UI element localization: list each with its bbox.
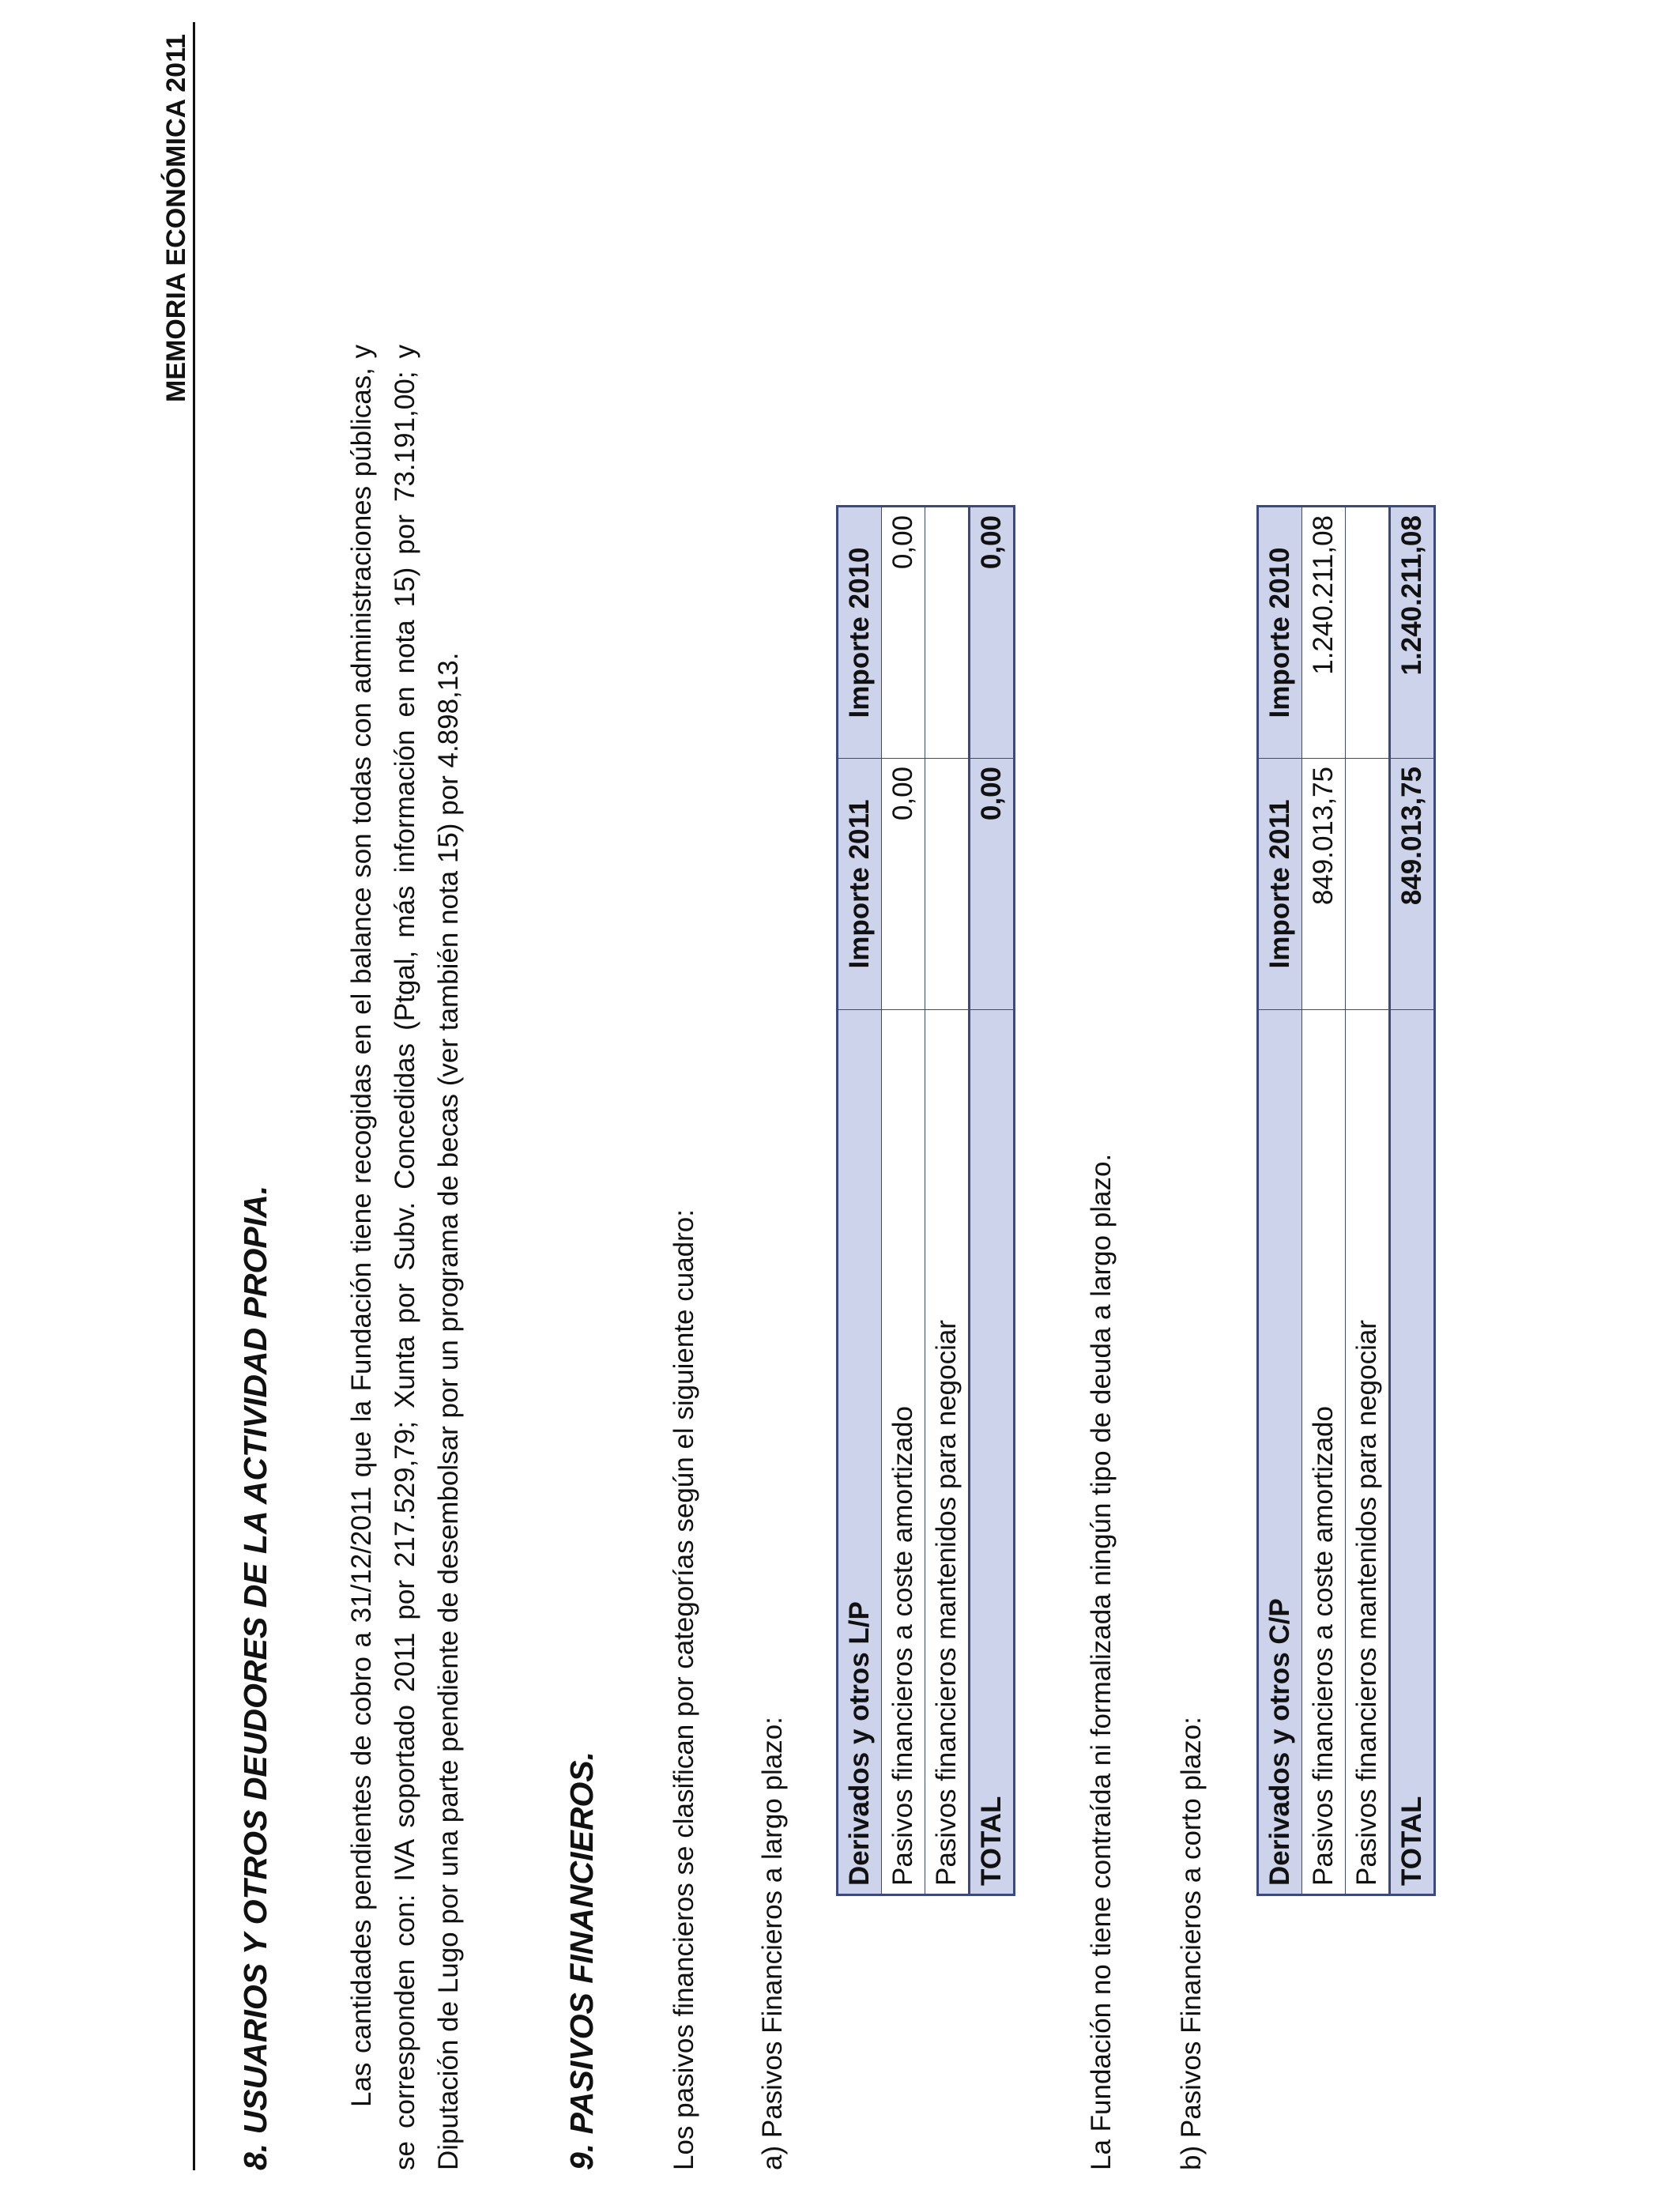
table-row [1302, 507, 1346, 1895]
cell-value: 0,00 [882, 507, 925, 759]
table-row [1346, 507, 1390, 1895]
table-header-row [838, 507, 882, 1895]
cell-value [925, 507, 970, 759]
section-9-heading: 9. PASIVOS FINANCIEROS. [563, 1751, 600, 2170]
row-label: Pasivos financieros mantenidos para negociar [1346, 1010, 1390, 1895]
cell-value [1346, 507, 1390, 759]
total-value: 0,00 [970, 507, 1015, 759]
section-8-heading: 8. USUARIOS Y OTROS DEUDORES DE LA ACTIVIDAD PROPIA. [237, 1185, 273, 2170]
table-total-row [1390, 507, 1435, 1895]
table-header-row [1258, 507, 1302, 1895]
column-header: Derivados y otros C/P [1258, 1010, 1302, 1895]
subsection-a-label: a) Pasivos Financieros a largo plazo: [757, 1717, 788, 2170]
row-label: Pasivos financieros mantenidos para negociar [925, 1010, 970, 1895]
total-label: TOTAL [1390, 1010, 1435, 1895]
column-header: Importe 2011 [1258, 759, 1302, 1010]
column-header: Derivados y otros L/P [838, 1010, 882, 1895]
table-total-row [970, 507, 1015, 1895]
table-row [925, 507, 970, 1895]
cell-value [1346, 759, 1390, 1010]
total-value: 0,00 [970, 759, 1015, 1010]
header-rule [193, 22, 195, 2170]
total-value: 1.240.211,08 [1390, 507, 1435, 759]
total-value: 849.013,75 [1390, 759, 1435, 1010]
cell-value [925, 759, 970, 1010]
section-9-intro: Los pasivos financieros se clasifican por categorías según el siguiente cuadro: [669, 1209, 699, 2170]
section-8-paragraph: Las cantidades pendientes de cobro a 31/12/2011 que la Fundación tiene recogidas en el balance son todas con administraciones públicas, y se corresponden con: IVA soportado 2011 por 217.529,79; Xunta por Subv. Concedidas (Ptgal, más información en nota 15) por 73.191,00; y Diputación de Lugo por una parte pendiente de desembolsar por un programa de becas (ver también nota 15) por 4.898,13. [346, 345, 464, 2170]
row-label: Pasivos financieros a coste amortizado [1302, 1010, 1346, 1895]
cell-value: 0,00 [882, 759, 925, 1010]
short-term-liabilities-table [1256, 505, 1436, 1896]
header-title: MEMORIA ECONÓMICA 2011 [161, 33, 191, 402]
long-term-debt-note: La Fundación no tiene contraída ni formalizada ningún tipo de deuda a largo plazo. [1086, 1153, 1117, 2170]
cell-value: 1.240.211,08 [1302, 507, 1346, 759]
row-label: Pasivos financieros a coste amortizado [882, 1010, 925, 1895]
column-header: Importe 2011 [838, 759, 882, 1010]
total-label: TOTAL [970, 1010, 1015, 1895]
subsection-b-label: b) Pasivos Financieros a corto plazo: [1176, 1717, 1207, 2170]
column-header: Importe 2010 [1258, 507, 1302, 759]
long-term-liabilities-table [836, 505, 1015, 1896]
cell-value: 849.013,75 [1302, 759, 1346, 1010]
table-row [882, 507, 925, 1895]
column-header: Importe 2010 [838, 507, 882, 759]
